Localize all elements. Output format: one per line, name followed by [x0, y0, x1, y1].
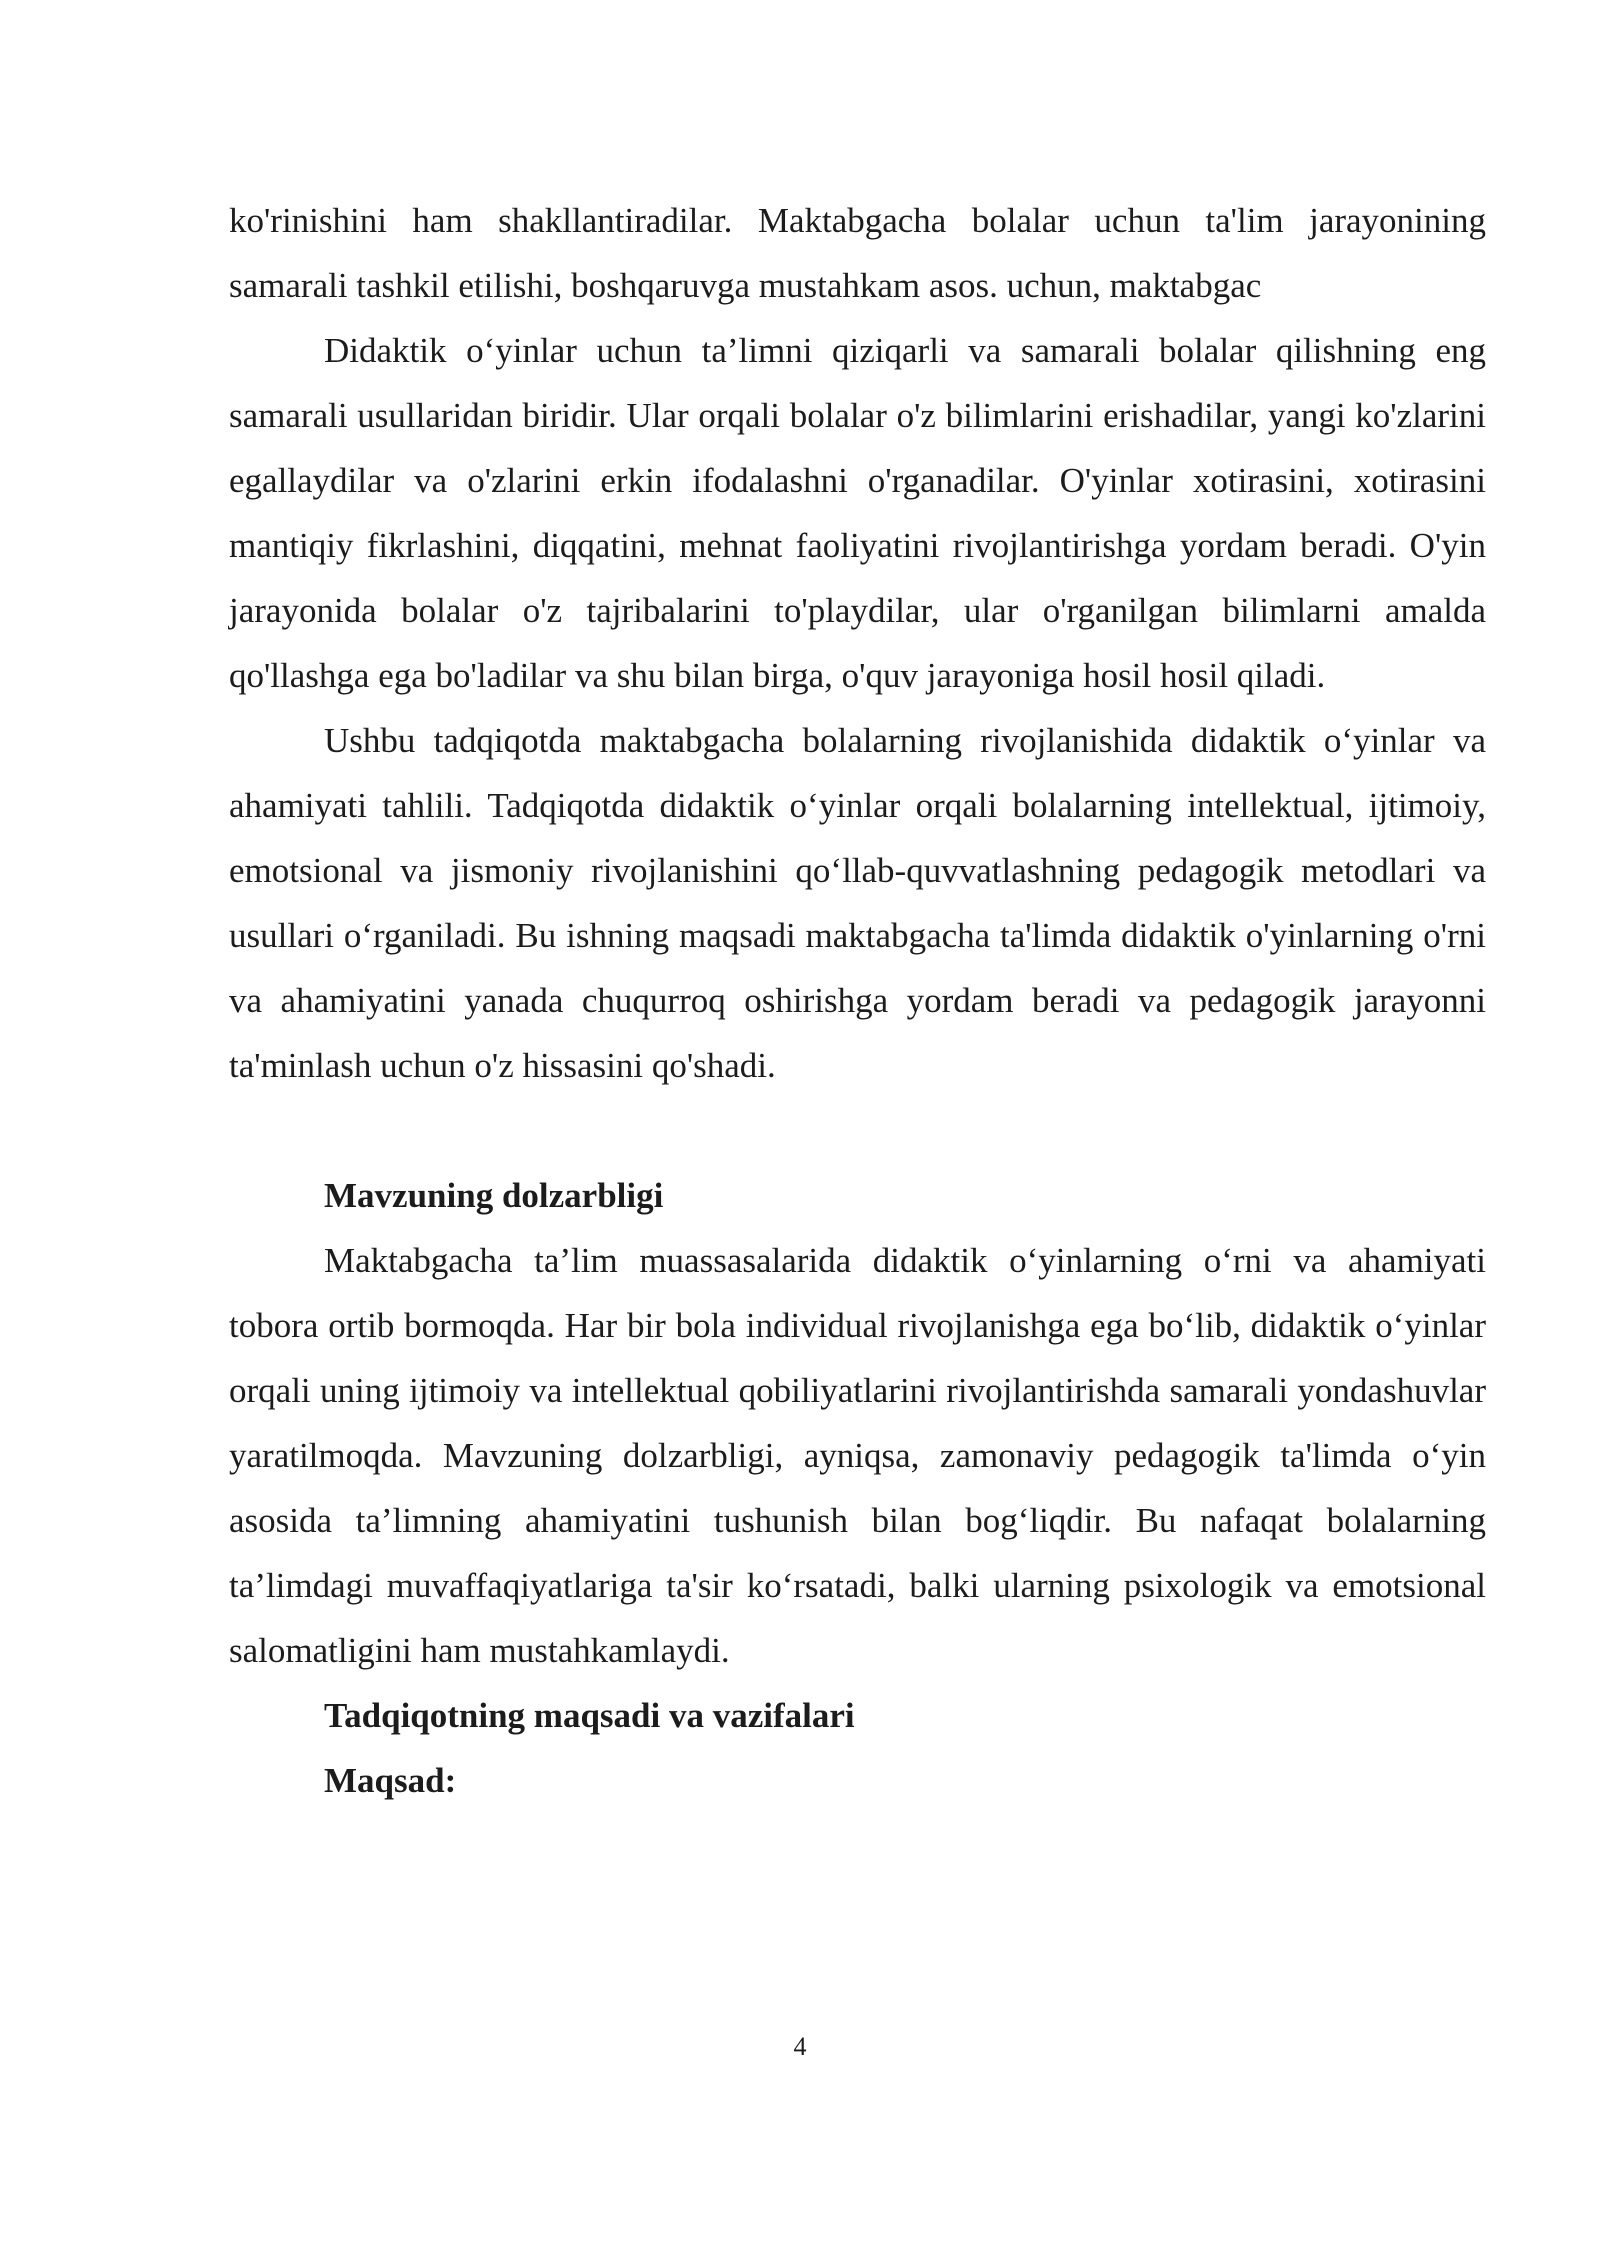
heading-relevance: Mavzuning dolzarbligi: [324, 1176, 664, 1215]
blank-line: [229, 1098, 1486, 1163]
paragraph-continuation: ko'rinishini ham shakllantiradilar. Maktabgacha bolalar uchun ta'lim jarayonining samarali tashkil etilishi, boshqaruvga mustahkam asos. uchun, maktabgac: [229, 201, 1486, 305]
body-text: [229, 188, 1486, 1813]
page-number: 4: [793, 2032, 807, 2061]
heading-goal: Maqsad:: [324, 1761, 457, 1800]
paragraph-research-aim: Ushbu tadqiqotda maktabgacha bolalarning rivojlanishida didaktik o‘yinlar va ahamiyati tahlili. Tadqiqotda didaktik o‘yinlar orqali bolalarning intellektual, ijtimoiy, emotsional va jismoniy rivojlanishini qo‘llab-quvvatlashning pedagogik metodlari va usullari o‘rganiladi. Bu ishning maqsadi maktabgacha ta'limda didaktik o'yinlarning o'rni va ahamiyatini yanada chuqurroq oshirishga yordam beradi va pedagogik jarayonni ta'minlash uchun o'z hissasini qo'shadi.: [229, 721, 1486, 1085]
paragraph-didactic-games: Didaktik o‘yinlar uchun ta’limni qiziqarli va samarali bolalar qilishning eng samarali usullaridan biridir. Ular orqali bolalar o'z bilimlarini erishadilar, yangi ko'zlarini egallaydilar va o'zlarini erkin ifodalashni o'rganadilar. O'yinlar xotirasini, xotirasini mantiqiy fikrlashini, diqqatini, mehnat faoliyatini rivojlantirishga yordam beradi. O'yin jarayonida bolalar o'z tajribalarini to'playdilar, ular o'rganilgan bilimlarni amalda qo'llashga ega bo'ladilar va shu bilan birga, o'quv jarayoniga hosil hosil qiladi.: [229, 331, 1486, 695]
heading-goals-tasks: Tadqiqotning maqsadi va vazifalari: [324, 1696, 855, 1735]
paragraph-relevance: Maktabgacha ta’lim muassasalarida didaktik o‘yinlarning o‘rni va ahamiyati tobora ortib bormoqda. Har bir bola individual rivojlanishga ega bo‘lib, didaktik o‘yinlar orqali uning ijtimoiy va intellektual qobiliyatlarini rivojlantirishda samarali yondashuvlar yaratilmoqda. Mavzuning dolzarbligi, ayniqsa, zamonaviy pedagogik ta'limda o‘yin asosida ta’limning ahamiyatini tushunish bilan bog‘liqdir. Bu nafaqat bolalarning ta’limdagi muvaffaqiyatlariga ta'sir ko‘rsatadi, balki ularning psixologik va emotsional salomatligini ham mustahkamlaydi.: [229, 1241, 1486, 1670]
